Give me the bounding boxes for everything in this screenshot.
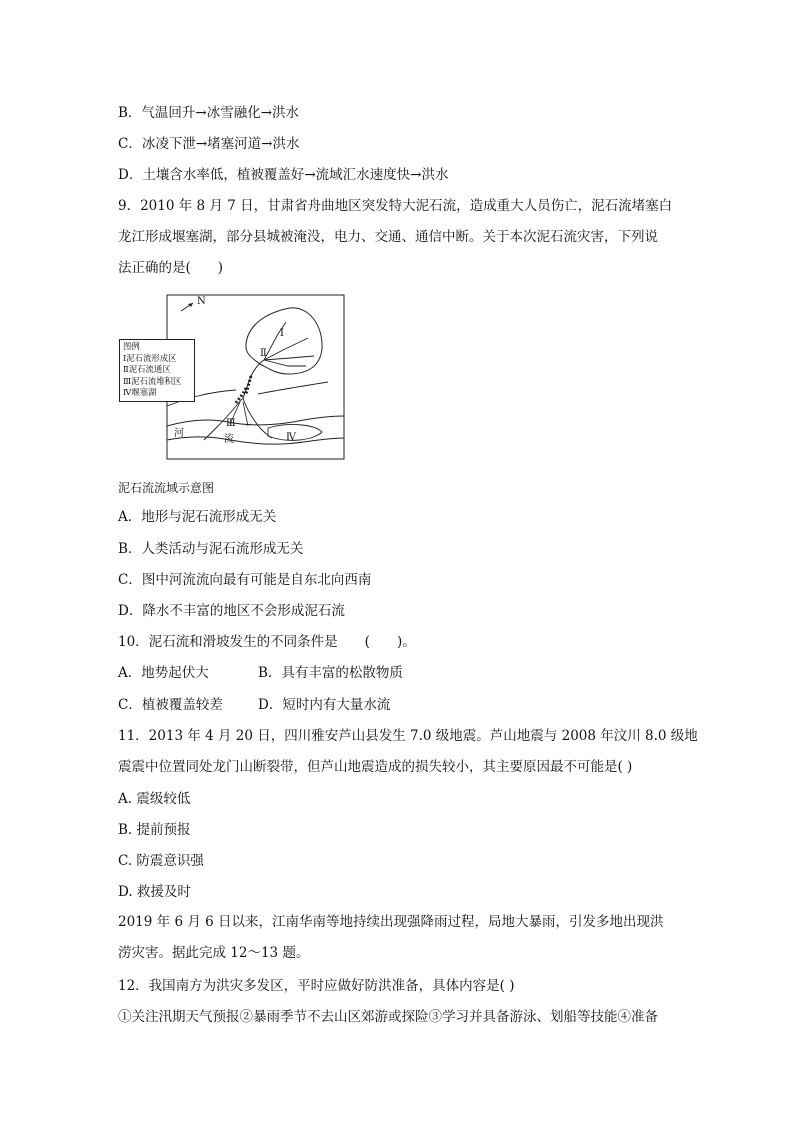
map-legend: [119, 339, 195, 402]
river-label-he: 河: [174, 428, 184, 439]
q9-option-b: B．人类活动与泥石流形成无关: [118, 541, 304, 557]
north-label: N: [197, 296, 206, 307]
tributary-2: [264, 356, 314, 360]
q9-stem-line3: 法正确的是( ): [118, 260, 224, 276]
passage-line2: 涝灾害。据此完成 12～13 题。: [118, 945, 310, 961]
river-bank-upper: [167, 416, 344, 426]
q9-option-a: A．地形与泥石流形成无关: [118, 509, 277, 525]
q9-option-d: D．降水不丰富的地区不会形成泥石流: [118, 603, 345, 619]
q10-stem: 10．泥石流和滑坡发生的不同条件是 ( )。: [118, 634, 416, 650]
formation-zone-outline: [246, 308, 322, 374]
q11-stem-line1: 11．2013 年 4 月 20 日，四川雅安芦山县发生 7.0 级地震。芦山地震与 2008 年汶川 8.0 级地: [118, 728, 698, 744]
river-bank-lower: [167, 437, 344, 444]
zone-label-formation: I: [280, 328, 284, 339]
legend-title: 图例: [123, 341, 140, 351]
q10-option-b: B．具有丰富的松散物质: [258, 665, 403, 681]
q9-stem-line1: 9．2010 年 8 月 7 日，甘肃省舟曲地区突发特大泥石流，造成重大人员伤亡，泥石流堵塞白: [118, 198, 673, 214]
q12-stem: 12．我国南方为洪灾多发区，平时应做好防洪准备，具体内容是( ): [118, 978, 515, 994]
passage-line1: 2019 年 6 月 6 日以来，江南华南等地持续出现强降雨过程，局地大暴雨，引发多地出现洪: [118, 914, 664, 930]
tributary-4: [264, 360, 306, 366]
q8-option-d: D．土壤含水率低，植被覆盖好→流域汇水速度快→洪水: [118, 167, 449, 183]
side-stream-right: [258, 382, 328, 394]
q10-option-d: D．短时内有大量水流: [258, 697, 391, 713]
q9-stem-line2: 龙江形成堰塞湖，部分县城被淹没，电力、交通、通信中断。关于本次泥石流灾害，下列说: [118, 229, 658, 245]
q10-option-c: C．植被覆盖较差: [118, 697, 223, 713]
zone-label-lake: Ⅳ: [286, 432, 296, 443]
legend-item: Ⅰ泥石流形成区: [123, 352, 177, 363]
map-caption: 泥石流流域示意图: [118, 481, 215, 495]
q11-option-c: C. 防震意识强: [118, 853, 204, 869]
q11-option-a: A. 震级较低: [118, 791, 191, 807]
zone-label-channel: Ⅱ: [260, 348, 267, 359]
q8-option-b: B．气温回升→冰雪融化→洪水: [118, 105, 300, 121]
zone-label-deposition: Ⅲ: [226, 418, 236, 429]
q9-option-c: C．图中河流流向最有可能是自东北向西南: [118, 572, 372, 588]
legend-item: Ⅳ堰塞湖: [123, 387, 157, 397]
q8-option-c: C．冰凌下泄→堵塞河道→洪水: [118, 136, 300, 152]
river-label-liu: 流: [224, 434, 234, 445]
q12-options-line: ①关注汛期天气预报②暴雨季节不去山区郊游或探险③学习并具备游泳、划船等技能④准备: [118, 1009, 658, 1025]
q10-option-a: A．地势起伏大: [118, 665, 209, 681]
q11-option-d: D. 救援及时: [118, 884, 191, 900]
q11-option-b: B. 提前预报: [118, 822, 191, 838]
legend-item: Ⅲ泥石流堆积区: [123, 375, 182, 386]
legend-item: Ⅱ泥石流通区: [123, 364, 171, 374]
q11-stem-line2: 震震中位置同处龙门山断裂带，但芦山地震造成的损失较小，其主要原因最不可能是( ): [118, 759, 633, 775]
